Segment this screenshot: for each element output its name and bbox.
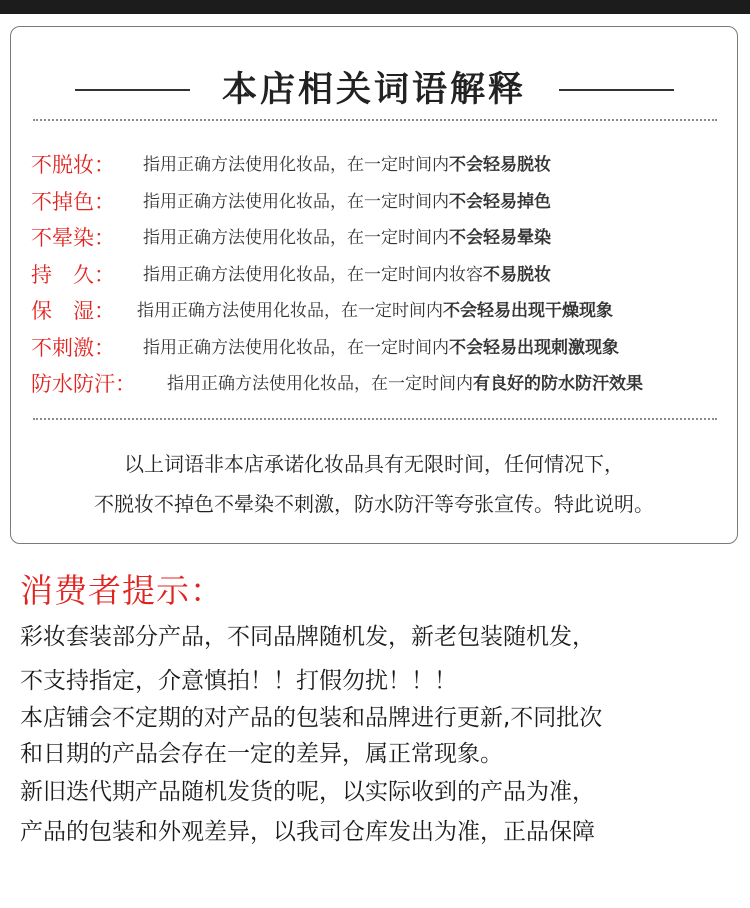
term-row: [31, 186, 731, 223]
notice-line: 彩妆套装部分产品，不同品牌随机发，新老包装随机发，: [20, 624, 595, 650]
term-label: 不掉色：: [31, 189, 115, 214]
term-label: 防水防汗：: [31, 372, 136, 396]
notice-line: 和日期的产品会存在一定的差异，属正常现象。: [20, 741, 503, 767]
card-header: [11, 65, 737, 115]
term-label: 不刺激：: [31, 335, 115, 360]
term-description: [143, 186, 551, 218]
term-description-text: 指用正确方法使用化妆品，在一定时间内: [167, 374, 473, 394]
term-description-text: 指用正确方法使用化妆品，在一定时间内: [143, 155, 449, 175]
term-row: [31, 368, 731, 405]
consumer-notice-title: 消费者提示：: [20, 571, 224, 610]
term-description-text: 指用正确方法使用化妆品，在一定时间内: [137, 301, 443, 321]
term-description-highlight: 不会轻易出现干燥现象: [443, 301, 613, 321]
term-description: [143, 222, 551, 254]
term-label: 持 久：: [31, 262, 115, 287]
summary-line-2: 不脱妆不掉色不晕染不刺激，防水防汗等夸张宣传。特此说明。: [94, 492, 654, 516]
term-row: [31, 259, 731, 296]
term-description-highlight: 不易脱妆: [483, 264, 551, 285]
dotted-divider-bottom: [33, 418, 717, 420]
notice-line: 产品的包装和外观差异，以我司仓库发出为准，正品保障: [20, 819, 595, 845]
card-title: 本店相关词语解释: [221, 70, 526, 110]
term-description-highlight: 不会轻易晕染: [449, 228, 551, 248]
dotted-divider-top: [33, 119, 717, 121]
term-description: [143, 332, 619, 364]
title-divider-right: [559, 89, 674, 91]
term-row: [31, 295, 731, 332]
term-label: 保 湿：: [31, 299, 115, 323]
term-description: [137, 295, 613, 327]
term-row: [31, 332, 731, 369]
term-description: [143, 259, 551, 291]
term-label: 不脱妆：: [31, 153, 115, 177]
term-row: [31, 222, 731, 259]
term-description-highlight: 不会轻易掉色: [449, 191, 551, 212]
term-description-highlight: 不会轻易出现刺激现象: [449, 337, 619, 358]
term-label: 不晕染：: [31, 226, 115, 250]
term-description-text: 指用正确方法使用化妆品，在一定时间内: [143, 191, 449, 212]
term-description-highlight: 不会轻易脱妆: [449, 155, 551, 175]
summary-line-1: 以上词语非本店承诺化妆品具有无限时间，任何情况下，: [124, 452, 624, 476]
term-list: [31, 149, 731, 405]
notice-line: 新旧迭代期产品随机发货的呢，以实际收到的产品为准，: [20, 779, 595, 805]
notice-line: 不支持指定，介意慎拍！！打假勿扰！！！: [20, 668, 457, 694]
notice-line: 本店铺会不定期的对产品的包装和品牌进行更新,不同批次: [20, 705, 603, 731]
term-row: [31, 149, 731, 186]
terms-explanation-card: [10, 26, 738, 544]
term-description-text: 指用正确方法使用化妆品，在一定时间内妆容: [143, 264, 483, 285]
term-description-text: 指用正确方法使用化妆品，在一定时间内: [143, 228, 449, 248]
term-description-highlight: 有良好的防水防汗效果: [473, 374, 643, 394]
term-description: [143, 149, 551, 181]
term-description: [167, 368, 643, 400]
top-dark-bar: [0, 0, 750, 14]
term-description-text: 指用正确方法使用化妆品，在一定时间内: [143, 337, 449, 358]
